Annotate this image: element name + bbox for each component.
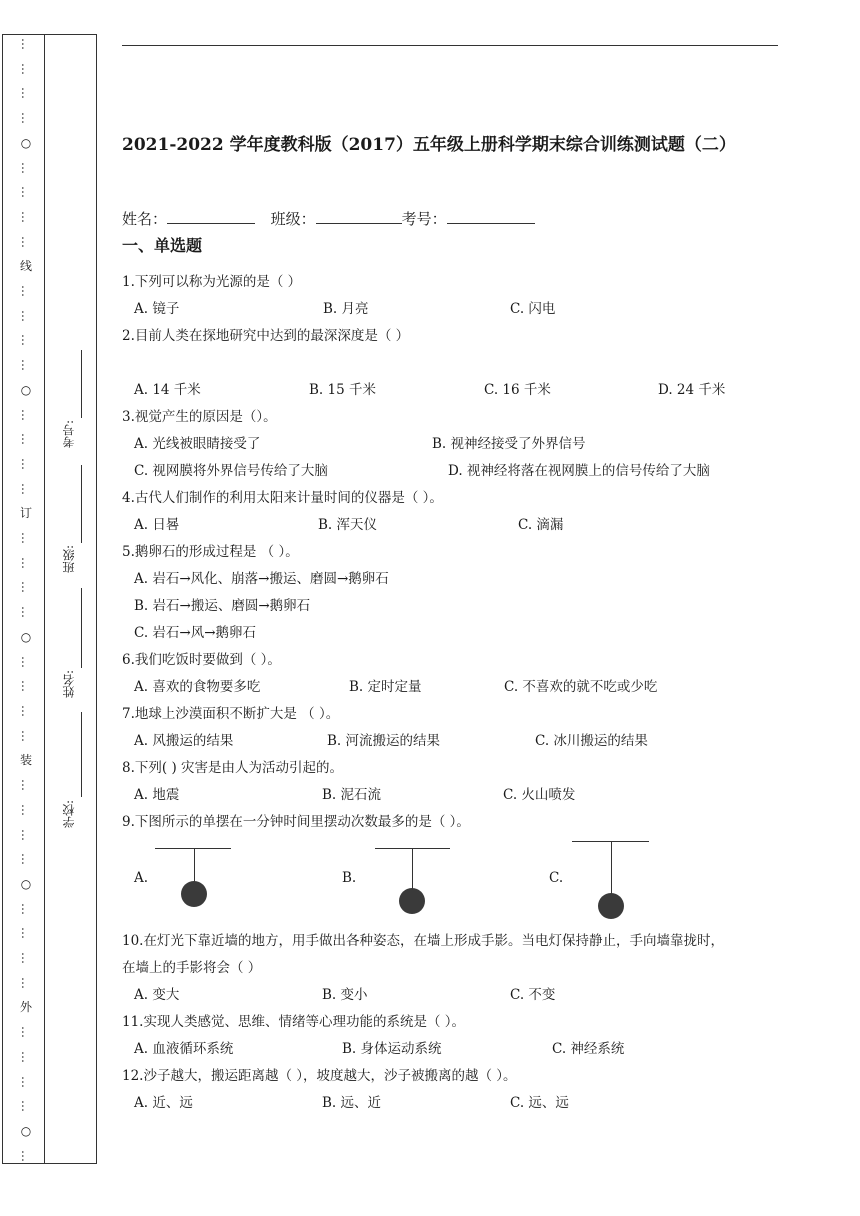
seal-dot: … [19,408,33,421]
seal-dot: … [19,828,33,841]
seal-dot: … [19,1100,33,1113]
margin-label-school: 学校: [62,800,76,829]
question-8-option-b[interactable]: B. 泥石流 [322,787,382,803]
question-11-stem: 11.实现人类感觉、思维、情绪等心理功能的系统是（ ）。 [122,1014,466,1030]
seal-dot: … [19,87,33,100]
question-1-option-b[interactable]: B. 月亮 [323,301,369,317]
seal-line-column [16,38,36,1162]
question-5-option-b[interactable]: B. 岩石→搬运、磨圆→鹅卵石 [134,598,311,614]
seal-dot: … [19,803,33,816]
question-6-option-c[interactable]: C. 不喜欢的就不吃或少吃 [504,679,658,695]
question-7-option-c[interactable]: C. 冰川搬运的结果 [535,733,648,749]
question-9-option-b[interactable]: B. [342,870,357,886]
question-3-option-d[interactable]: D. 视神经将落在视网膜上的信号传给了大脑 [448,463,710,479]
question-10-option-b[interactable]: B. 变小 [322,987,368,1003]
seal-dot: … [19,1075,33,1088]
class-field[interactable] [316,209,402,224]
question-5-option-c[interactable]: C. 岩石→风→鹅卵石 [134,625,257,641]
question-4-option-b[interactable]: B. 浑天仪 [318,517,378,533]
question-10-stem: 10.在灯光下靠近墙的地方，用手做出各种姿态，在墙上形成手影。当电灯保持静止，手向墙靠拢时， [122,933,724,949]
page-title: 2021-2022 学年度教科版（2017）五年级上册科学期末综合训练测试题（二） [122,135,736,155]
question-5-option-a[interactable]: A. 岩石→风化、崩落→搬运、磨圆→鹅卵石 [134,571,389,587]
seal-char: 外 [19,1000,32,1015]
seal-dot: … [19,62,33,75]
seal-dot: … [19,952,33,965]
seal-circle: ○ [20,1123,32,1138]
name-label: 姓名： [122,210,168,228]
question-2-option-c[interactable]: C. 16 千米 [484,382,551,398]
question-1-option-c[interactable]: C. 闪电 [510,301,556,317]
seal-dot: … [19,334,33,347]
seal-dot: … [19,1026,33,1039]
question-10-option-c[interactable]: C. 不变 [510,987,556,1003]
question-8-stem: 8.下列( ) 灾害是由人为活动引起的。 [122,760,343,776]
seal-dot: … [19,902,33,915]
seal-char: 装 [19,753,32,768]
seal-circle: ○ [20,876,32,891]
question-3-option-b[interactable]: B. 视神经接受了外界信号 [432,436,586,452]
question-7-option-a[interactable]: A. 风搬运的结果 [134,733,234,749]
seal-char: 订 [19,506,32,521]
seal-dot: … [19,853,33,866]
question-3-stem: 3.视觉产生的原因是（）。 [122,409,277,425]
class-label: 班级： [270,210,316,228]
question-7-option-b[interactable]: B. 河流搬运的结果 [327,733,441,749]
question-9-stem: 9.下图所示的单摆在一分钟时间里摆动次数最多的是（ ）。 [122,814,470,830]
question-12-option-a[interactable]: A. 近、远 [134,1095,193,1111]
question-2-option-d[interactable]: D. 24 千米 [658,382,726,398]
question-2-stem: 2.目前人类在探地研究中达到的最深深度是（ ） [122,328,410,344]
question-6-stem: 6.我们吃饭时要做到（ ）。 [122,652,281,668]
exam-no-field[interactable] [447,209,535,224]
question-12-option-b[interactable]: B. 远、近 [322,1095,382,1111]
question-11-option-c[interactable]: C. 神经系统 [552,1041,625,1057]
seal-dot: … [19,927,33,940]
question-3-option-c[interactable]: C. 视网膜将外界信号传给了大脑 [134,463,328,479]
seal-dot: … [19,210,33,223]
seal-dot: … [19,532,33,545]
seal-dot: … [19,729,33,742]
question-10-stem-continued: 在墙上的手影将会（ ） [122,960,262,976]
question-4-option-c[interactable]: C. 滴漏 [518,517,564,533]
question-4-option-a[interactable]: A. 日晷 [134,517,180,533]
seal-dot: … [19,680,33,693]
seal-dot: … [19,976,33,989]
margin-label-class: 班级: [62,545,76,574]
seal-dot: … [19,457,33,470]
question-9-option-c[interactable]: C. [549,870,564,886]
seal-dot: … [19,359,33,372]
margin-label-name: 姓名: [62,670,76,699]
question-1-stem: 1.下列可以称为光源的是（ ） [122,274,302,290]
margin-blank-exam-no [81,350,82,418]
seal-dot: … [19,186,33,199]
seal-dot: … [19,655,33,668]
question-6-option-a[interactable]: A. 喜欢的食物要多吃 [134,679,261,695]
question-5-stem: 5.鹅卵石的形成过程是 （ ）。 [122,544,299,560]
seal-dot: … [19,285,33,298]
section-title: 一、单选题 [122,236,203,255]
question-12-stem: 12.沙子越大，搬运距离越（ ），坡度越大，沙子被搬离的越（ ）。 [122,1068,517,1084]
seal-dot: … [19,38,33,50]
question-2-option-a[interactable]: A. 14 千米 [134,382,201,398]
margin-blank-school [81,712,82,797]
seal-circle: ○ [20,629,32,644]
exam-no-label: 考号： [401,210,447,228]
seal-dot: … [19,161,33,174]
seal-dot: … [19,433,33,446]
question-8-option-a[interactable]: A. 地震 [134,787,180,803]
margin-blank-class [81,465,82,543]
seal-dot: … [19,606,33,619]
question-4-stem: 4.古代人们制作的利用太阳来计量时间的仪器是（ ）。 [122,490,443,506]
header-rule [122,45,778,46]
question-12-option-c[interactable]: C. 远、远 [510,1095,569,1111]
margin-label-exam-no: 考号: [62,420,76,449]
name-field[interactable] [167,209,255,224]
question-7-stem: 7.地球上沙漠面积不断扩大是 （ ）。 [122,706,340,722]
seal-dot: … [19,556,33,569]
question-10-option-a[interactable]: A. 变大 [134,987,180,1003]
margin-divider [44,34,45,1164]
seal-char: 线 [19,259,32,274]
margin-blank-name [81,588,82,668]
seal-circle: ○ [20,382,32,397]
question-11-option-b[interactable]: B. 身体运动系统 [342,1041,442,1057]
seal-dot: … [19,779,33,792]
seal-dot: … [19,1149,33,1162]
seal-dot: … [19,1050,33,1063]
question-1-option-a[interactable]: A. 镜子 [134,301,180,317]
seal-dot: … [19,704,33,717]
question-11-option-a[interactable]: A. 血液循环系统 [134,1041,234,1057]
question-2-option-b[interactable]: B. 15 千米 [309,382,376,398]
question-8-option-c[interactable]: C. 火山喷发 [503,787,576,803]
seal-dot: … [19,112,33,125]
seal-dot: … [19,581,33,594]
seal-dot: … [19,482,33,495]
seal-dot: … [19,309,33,322]
question-6-option-b[interactable]: B. 定时定量 [349,679,422,695]
question-3-option-a[interactable]: A. 光线被眼睛接受了 [134,436,261,452]
seal-dot: … [19,235,33,248]
seal-circle: ○ [20,135,32,150]
question-9-option-a[interactable]: A. [134,870,149,886]
student-info-line [122,208,535,229]
